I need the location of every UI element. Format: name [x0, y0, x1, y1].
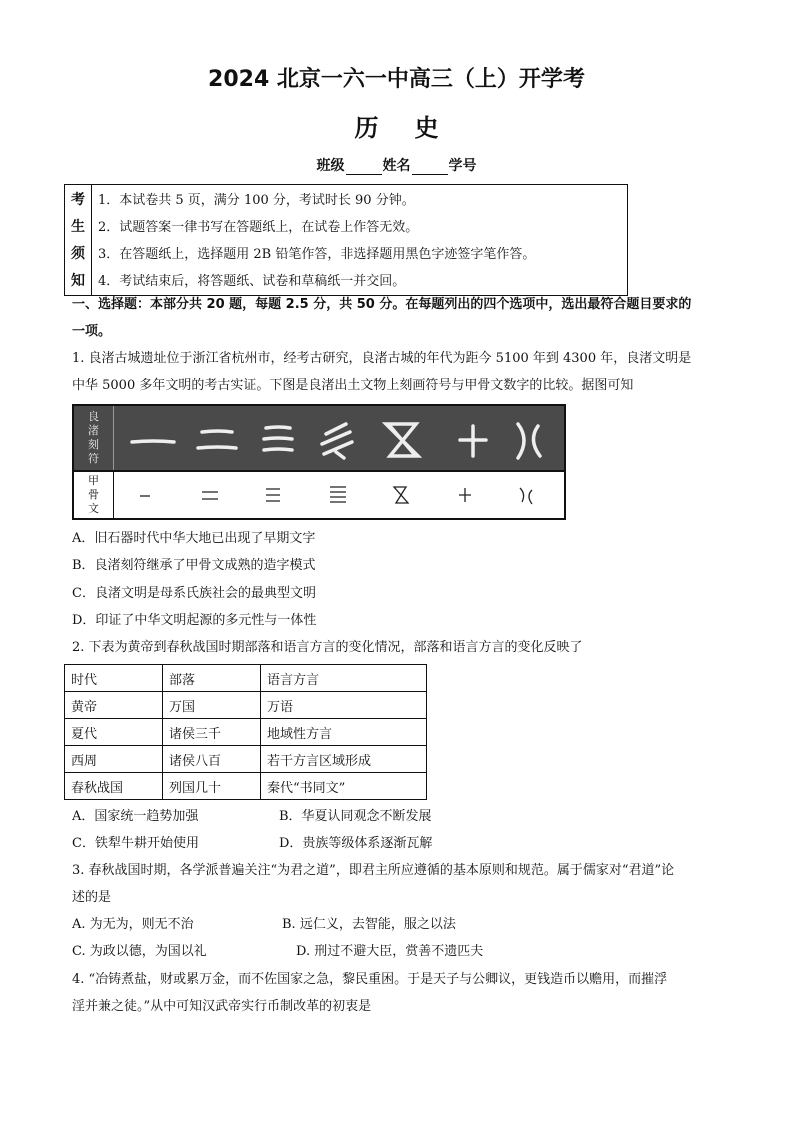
q1-option-d[interactable]: D．印证了中华文明起源的多元性与一体性	[72, 613, 317, 628]
q3-option-d[interactable]: D. 刑过不避大臣，赏善不遗匹夫	[296, 944, 484, 959]
row-label-char: 文	[88, 502, 99, 515]
row-label-char: 符	[88, 452, 99, 465]
table-row	[65, 746, 427, 773]
notice-side-char: 考	[71, 192, 85, 208]
q2-option-a[interactable]: A．国家统一趋势加强	[72, 809, 199, 824]
liangzhu-glyphs-image	[114, 406, 564, 470]
table-cell: 诸侯八百	[163, 746, 261, 773]
table-cell: 秦代“书同文”	[261, 773, 427, 800]
row-label-char: 甲	[88, 474, 99, 487]
q2-stem: 2. 下表为黄帝到春秋战国时期部落和语言方言的变化情况，部落和语言方言的变化反映了	[72, 640, 583, 655]
oracle-bone-row	[74, 470, 564, 518]
notice-side-char: 知	[71, 273, 85, 289]
q2-option-c[interactable]: C．铁犁牛耕开始使用	[72, 836, 199, 851]
liangzhu-row-label	[74, 406, 114, 470]
q2-option-d[interactable]: D．贵族等级体系逐渐瓦解	[279, 836, 433, 851]
notice-side-char: 生	[71, 219, 85, 235]
oracle-row-label	[74, 472, 114, 518]
q3-stem-line2: 述的是	[72, 890, 112, 905]
notice-item: 1．本试卷共 5 页，满分 100 分，考试时长 90 分钟。	[98, 193, 415, 208]
era-tribe-dialect-table	[64, 664, 427, 800]
table-cell: 诸侯三千	[163, 719, 261, 746]
id-label: 学号	[448, 158, 477, 174]
row-label-char: 刻	[88, 438, 99, 451]
table-cell: 若干方言区域形成	[261, 746, 427, 773]
oracle-glyphs-image	[114, 472, 564, 518]
table-cell: 西周	[65, 746, 163, 773]
table-cell: 万语	[261, 692, 427, 719]
page-title: 2024 北京一六一中高三（上）开学考	[208, 67, 585, 92]
notice-item: 3．在答题纸上，选择题用 2B 铅笔作答，非选择题用黑色字迹签字笔作答。	[98, 247, 536, 262]
table-cell: 夏代	[65, 719, 163, 746]
notice-side-char: 须	[71, 246, 85, 262]
q2-option-b[interactable]: B．华夏认同观念不断发展	[279, 809, 432, 824]
section-heading-line1: 一、选择题：本部分共 20 题，每题 2.5 分，共 50 分。在每题列出的四个选项中，选出最符合题目要求的	[72, 297, 692, 312]
table-cell: 列国几十	[163, 773, 261, 800]
q1-option-b[interactable]: B．良渚刻符继承了甲骨文成熟的造字模式	[72, 558, 316, 573]
notice-item: 4．考试结束后，将答题纸、试卷和草稿纸一并交回。	[98, 274, 406, 289]
q1-option-a[interactable]: A．旧石器时代中华大地已出现了早期文字	[72, 531, 316, 546]
student-info-line	[0, 155, 793, 175]
subject-title: 历史	[354, 114, 475, 142]
table-cell: 部落	[163, 665, 261, 692]
q1-stem-line1: 1. 良渚古城遗址位于浙江省杭州市，经考古研究，良渚古城的年代为距今 5100 年到 4300 年，良渚文明是	[72, 351, 692, 366]
name-blank[interactable]	[412, 160, 448, 175]
row-label-char: 渚	[88, 424, 99, 437]
table-cell: 黄帝	[65, 692, 163, 719]
q3-stem-line1: 3. 春秋战国时期，各学派普遍关注“为君之道”，即君主所应遵循的基本原则和规范。属于儒家对“君道”论	[72, 863, 675, 878]
class-blank[interactable]	[346, 160, 382, 175]
notice-side-label	[65, 185, 92, 295]
table-row	[65, 773, 427, 800]
q1-stem-line2: 中华 5000 多年文明的考古实证。下图是良渚出土文物上刻画符号与甲骨文数字的比较。据图可知	[72, 378, 634, 393]
q4-stem-line1: 4. “冶铸煮盐，财或累万金，而不佐国家之急，黎民重困。于是天子与公卿议，更钱造币以赡用，而摧浮	[72, 972, 668, 987]
q3-option-c[interactable]: C. 为政以德，为国以礼	[72, 944, 207, 959]
q3-option-a[interactable]: A. 为无为，则无不治	[72, 917, 194, 932]
table-row	[65, 692, 427, 719]
notice-item: 2．试题答案一律书写在答题纸上，在试卷上作答无效。	[98, 220, 419, 235]
q1-option-c[interactable]: C．良渚文明是母系氏族社会的最典型文明	[72, 586, 316, 601]
table-row	[65, 665, 427, 692]
table-cell: 春秋战国	[65, 773, 163, 800]
table-cell: 万国	[163, 692, 261, 719]
class-label: 班级	[316, 158, 345, 174]
q3-option-b[interactable]: B. 远仁义，去智能，服之以法	[282, 917, 456, 932]
liangzhu-symbols-row	[74, 406, 564, 470]
section-heading-line2: 一项。	[72, 324, 112, 339]
liangzhu-symbol-comparison-figure	[72, 404, 566, 520]
name-label: 姓名	[382, 158, 411, 174]
table-cell: 时代	[65, 665, 163, 692]
row-label-char: 骨	[88, 488, 99, 501]
exam-notice-box	[64, 184, 628, 296]
q4-stem-line2: 淫并兼之徒。”从中可知汉武帝实行币制改革的初衷是	[72, 999, 372, 1014]
row-label-char: 良	[88, 410, 99, 423]
table-cell: 语言方言	[261, 665, 427, 692]
table-row	[65, 719, 427, 746]
table-cell: 地域性方言	[261, 719, 427, 746]
